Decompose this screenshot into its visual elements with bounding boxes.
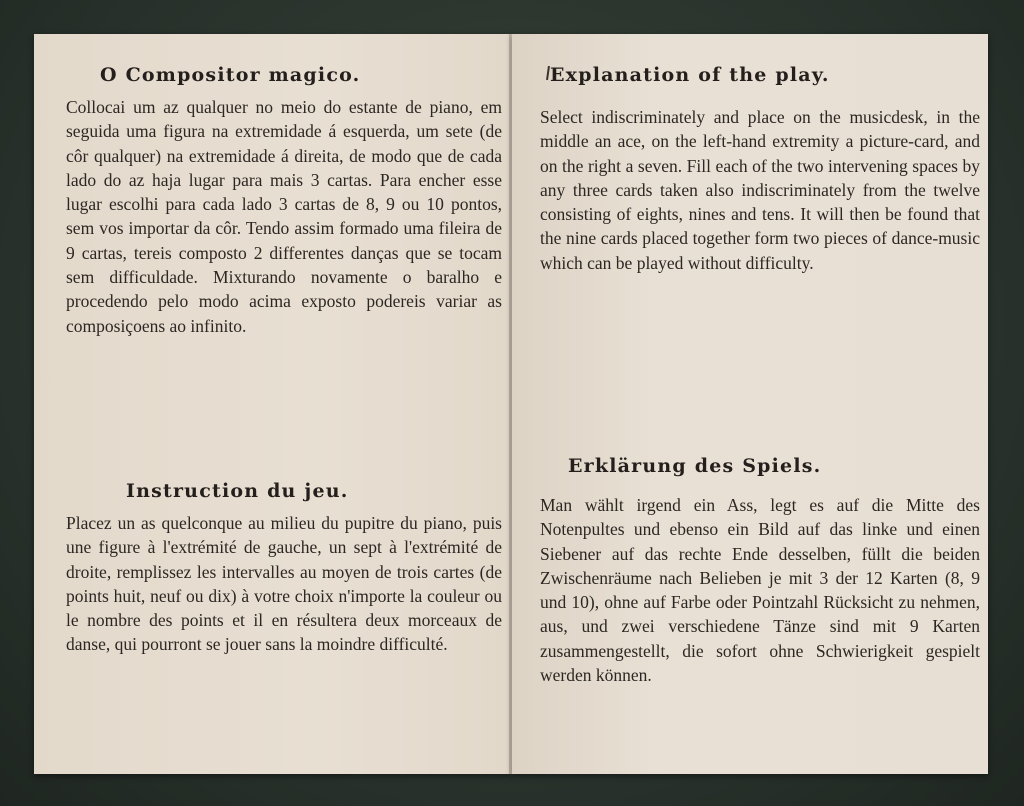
german-text: Man wählt irgend ein Ass, legt es auf die Mitte des Notenpultes und ebenso ein Bild auf das linke und einen Siebener auf das rechte Ende desselben, füllt die beiden Zwischenräume nach Belieben je mit 3 der 12 Karten (8, 9 und 10), ohne auf Farbe oder Pointzahl Rücksicht zu nehmen, aus, und zwei verschiedene Tänze sind mit 9 Karten zusammengestellt, die sofort ohne Schwierigkeit gespielt werden können. [540, 495, 980, 686]
right-card-page [512, 34, 988, 774]
german-title: Erklärung des Spiels. [568, 455, 822, 477]
english-title: Explanation of the play. [550, 64, 830, 86]
english-text: Select indiscriminately and place on the musicdesk, in the middle an ace, on the left-hand extremity a picture-card, and on the right a seven. Fill each of the two intervening spaces by any three cards taken also indiscriminately from the twelve consisting of eights, nines and tens. It will then be found that the nine cards placed together form two pieces of dance-music which can be played without difficulty. [540, 107, 980, 273]
french-title: Instruction du jeu. [126, 480, 349, 502]
portuguese-text: Collocai um az qualquer no meio do estante de piano, em seguida uma figura na extremidade á esquerda, um sete (de côr qualquer) na extremidade á direita, de modo que de cada lado do az haja lugar para mais 3 cartas. Para encher esse lugar escolhi para cada lado 3 cartas de 8, 9 ou 10 pontos, sem vos importar da côr. Tendo assim formado uma fileira de 9 cartas, tereis composto 2 differentes danças que se tocam sem difficuldade. Mixturando novamente o baralho e procedendo pelo modo acima exposto podereis variar as composiçoens ao infinito. [66, 97, 502, 336]
left-card-page [34, 34, 510, 774]
portuguese-title: O Compositor magico. [100, 64, 361, 86]
french-text: Placez un as quelconque au milieu du pupitre du piano, puis une figure à l'extrémité de gauche, un sept à l'extrémité de droite, remplissez les intervalles au moyen de trois cartes (de points huit, neuf ou dix) à votre choix n'importe la couleur ou le nombre des points et il en résultera deux morceaux de danse, qui pourront se jouer sans la moindre difficulté. [66, 513, 502, 655]
